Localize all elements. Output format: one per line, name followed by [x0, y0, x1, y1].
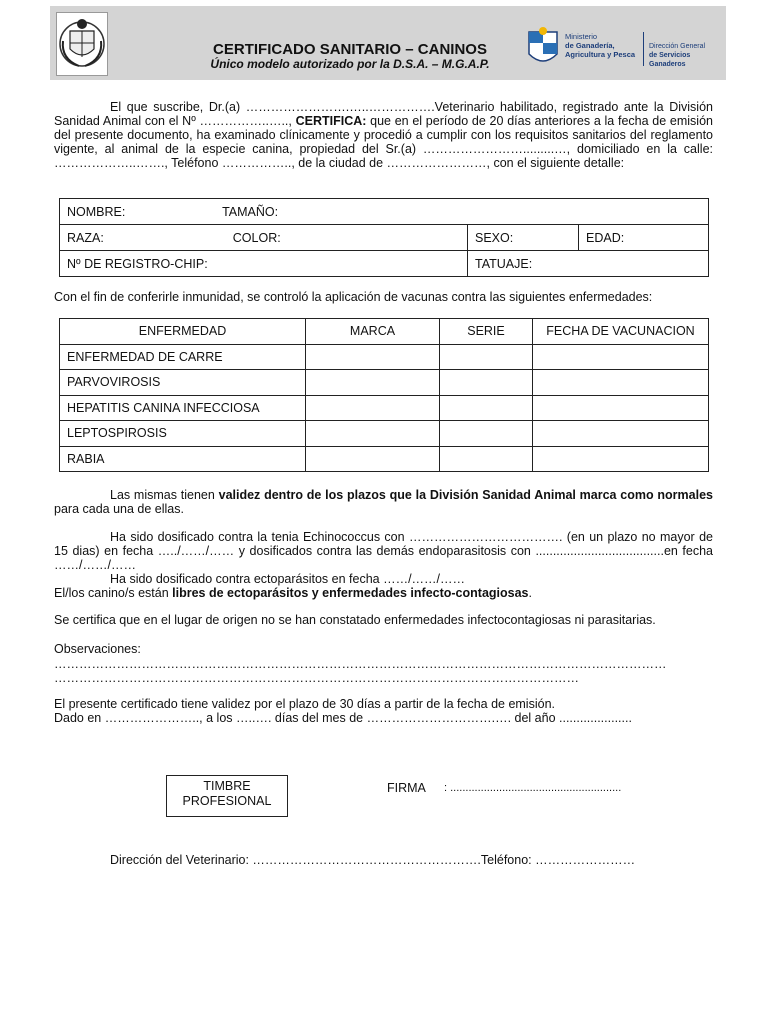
marca-cell[interactable] [306, 370, 440, 396]
uruguay-sun-icon [525, 26, 561, 70]
table-row [60, 344, 709, 370]
disease-name: ENFERMEDAD DE CARRE [60, 344, 306, 370]
tamano-label: TAMAÑO: [222, 204, 279, 219]
serie-cell[interactable] [440, 370, 533, 396]
table-row [60, 370, 709, 396]
observations-label: Observaciones: [54, 642, 141, 656]
ministry-logo [525, 26, 725, 74]
validity-paragraph: Las mismas tienen validez dentro de los plazos que la División Sanidad Animal marca como normales para cada una de ellas. [54, 488, 713, 516]
registro-label: Nº DE REGISTRO-CHIP: [60, 251, 468, 277]
vaccine-header-row [60, 319, 709, 345]
edad-label: EDAD: [579, 225, 709, 251]
serie-cell[interactable] [440, 446, 533, 472]
tatuaje-label: TATUAJE: [468, 251, 709, 277]
ministry-name: Ministerio de Ganadería, Agricultura y Pesca [565, 32, 636, 59]
ectoparasite-paragraph: Ha sido dosificado contra ectoparásitos en fecha ……/……/…… [110, 572, 466, 586]
firma-line[interactable]: : ........................................................ [444, 782, 622, 794]
fecha-cell[interactable] [533, 344, 709, 370]
table-row [60, 446, 709, 472]
sexo-label: SEXO: [468, 225, 579, 251]
marca-cell[interactable] [306, 446, 440, 472]
observations-line-2[interactable]: ……………………………………………………………………………………………………………… [54, 671, 579, 685]
marca-cell[interactable] [306, 421, 440, 447]
header-serie: SERIE [440, 319, 533, 345]
fecha-cell[interactable] [533, 395, 709, 421]
disease-name: RABIA [60, 446, 306, 472]
fecha-cell[interactable] [533, 446, 709, 472]
disease-name: PARVOVIROSIS [60, 370, 306, 396]
firma-label: FIRMA [387, 781, 426, 795]
certificate-title: CERTIFICADO SANITARIO – CANINOS [213, 41, 487, 58]
vaccine-table [59, 318, 709, 472]
timbre-profesional-box: TIMBRE PROFESIONAL [166, 775, 288, 817]
animal-details-table [59, 198, 709, 277]
marca-cell[interactable] [306, 395, 440, 421]
serie-cell[interactable] [440, 395, 533, 421]
validity-period: El presente certificado tiene validez por el plazo de 30 días a partir de la fecha de emisión. [54, 697, 555, 711]
origin-paragraph: Se certifica que en el lugar de origen no se han constatado enfermedades infectocontagiosas ni parasitarias. [54, 613, 656, 627]
vaccine-intro: Con el fin de conferirle inmunidad, se controló la aplicación de vacunas contra las siguientes enfermedades: [54, 290, 653, 304]
document-header [50, 6, 726, 80]
table-row [60, 395, 709, 421]
disease-name: LEPTOSPIROSIS [60, 421, 306, 447]
direction-name: Dirección General de Servicios Ganaderos [649, 43, 706, 68]
logo-divider [643, 32, 644, 66]
free-of-disease-paragraph: El/los canino/s están libres de ectoparásitos y enfermedades infecto-contagiosas. [54, 586, 532, 600]
certificate-subtitle: Único modelo autorizado por la D.S.A. – M.G.A.P. [210, 57, 490, 71]
coat-of-arms-seal [56, 12, 108, 76]
fecha-cell[interactable] [533, 421, 709, 447]
fecha-cell[interactable] [533, 370, 709, 396]
header-enfermedad: ENFERMEDAD [60, 319, 306, 345]
serie-cell[interactable] [440, 421, 533, 447]
dosing-paragraph: Ha sido dosificado contra la tenia Echinococcus con ………………………………. (en un plazo no mayor de 15 dias) en fecha …../……/…… y dosificados contra las demás endoparasitosis con .....................................en fecha ……/……/…… [54, 530, 713, 572]
disease-name: HEPATITIS CANINA INFECCIOSA [60, 395, 306, 421]
observations-line-1[interactable]: ………………………………………………………………………………………………………………………………… [54, 657, 667, 671]
color-label: COLOR: [232, 230, 281, 245]
serie-cell[interactable] [440, 344, 533, 370]
header-marca: MARCA [306, 319, 440, 345]
vet-address-line: Dirección del Veterinario: ……………………………………………….Teléfono: …………………… [110, 853, 636, 867]
header-fecha: FECHA DE VACUNACION [533, 319, 709, 345]
intro-paragraph: El que suscribe, Dr.(a) …………………….…..…………….Veterinario habilitado, registrado ante la División Sanidad Animal con el Nº ……………..….., CERTIFICA: que en el período de 20 días anteriores a la fecha de emisión del presente documento, ha examinado clínicamente y procedió a cumplir con los requisitos sanitarios del reglamento vigente, al animal de la especie canina, propiedad del Sr.(a) …………………….........…, domiciliado en la calle: ………………..……., Teléfono …………….., de la ciudad de ……………………, con el siguiente detalle: [54, 100, 713, 170]
issue-date-line: Dado en ………………….., a los …..…. días del mes de ………………………….…. del año ..................... [54, 711, 632, 725]
raza-label: RAZA: [67, 230, 104, 245]
table-row [60, 421, 709, 447]
marca-cell[interactable] [306, 344, 440, 370]
nombre-label: NOMBRE: [67, 204, 126, 219]
